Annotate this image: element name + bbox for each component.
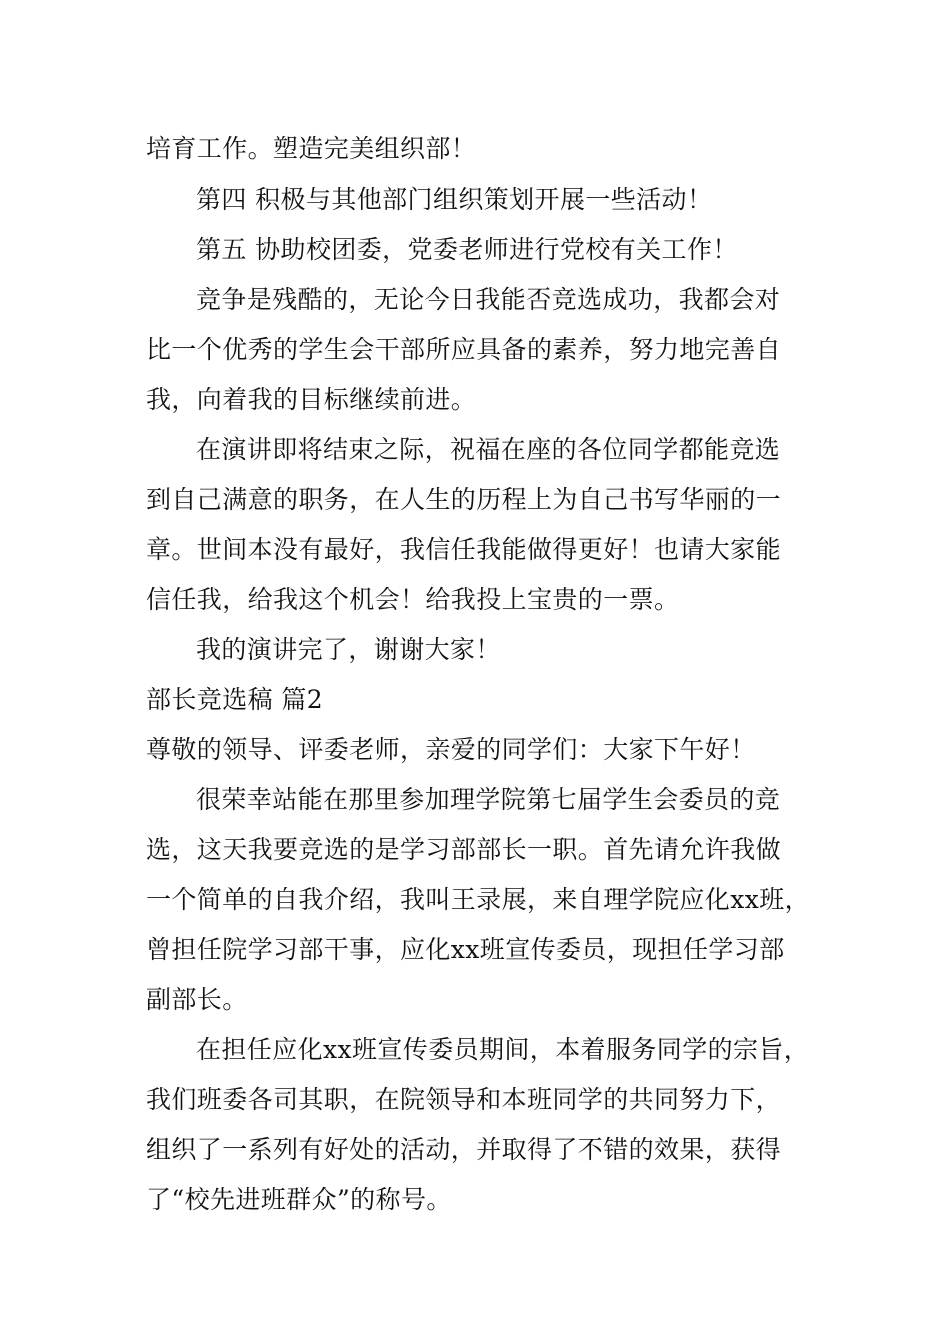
salutation: 尊敬的领导、评委老师，亲爱的同学们：大家下午好！ [146,735,756,764]
text-line: 一个简单的自我介绍，我叫王录展，来自理学院应化xx班， [146,885,811,914]
text-line: 在演讲即将结束之际，祝福在座的各位同学都能竞选 [196,435,781,464]
text-line: 培育工作。塑造完美组织部！ [146,134,477,163]
text-line: 很荣幸站能在那里参加理学院第七届学生会委员的竞 [196,785,781,814]
text-line: 第五 协助校团委，党委老师进行党校有关工作！ [196,235,738,264]
text-line: 第四 积极与其他部门组织策划开展一些活动！ [196,185,713,214]
text-line: 我们班委各司其职，在院领导和本班同学的共同努力下， [146,1085,782,1114]
text-line: 到自己满意的职务，在人生的历程上为自己书写华丽的一 [146,485,782,514]
text-line: 选，这天我要竞选的是学习部部长一职。首先请允许我做 [146,835,782,864]
text-line: 竞争是残酷的，无论今日我能否竞选成功，我都会对 [196,285,781,314]
text-line: 比一个优秀的学生会干部所应具备的素养，努力地完善自 [146,335,782,364]
text-line: 副部长。 [146,985,248,1014]
text-line: 曾担任院学习部干事，应化xx班宣传委员，现担任学习部 [146,935,785,964]
section-heading: 部长竞选稿 篇2 [146,685,324,714]
text-line: 信任我，给我这个机会！给我投上宝贵的一票。 [146,585,680,614]
text-line: 我的演讲完了，谢谢大家！ [196,635,501,664]
text-line: 我，向着我的目标继续前进。 [146,385,477,414]
text-line: 了“校先进班群众”的称号。 [146,1185,452,1214]
text-line: 章。世间本没有最好，我信任我能做得更好！也请大家能 [146,535,782,564]
text-line: 组织了一系列有好处的活动，并取得了不错的效果，获得 [146,1135,782,1164]
text-line: 在担任应化xx班宣传委员期间，本着服务同学的宗旨， [196,1035,810,1064]
